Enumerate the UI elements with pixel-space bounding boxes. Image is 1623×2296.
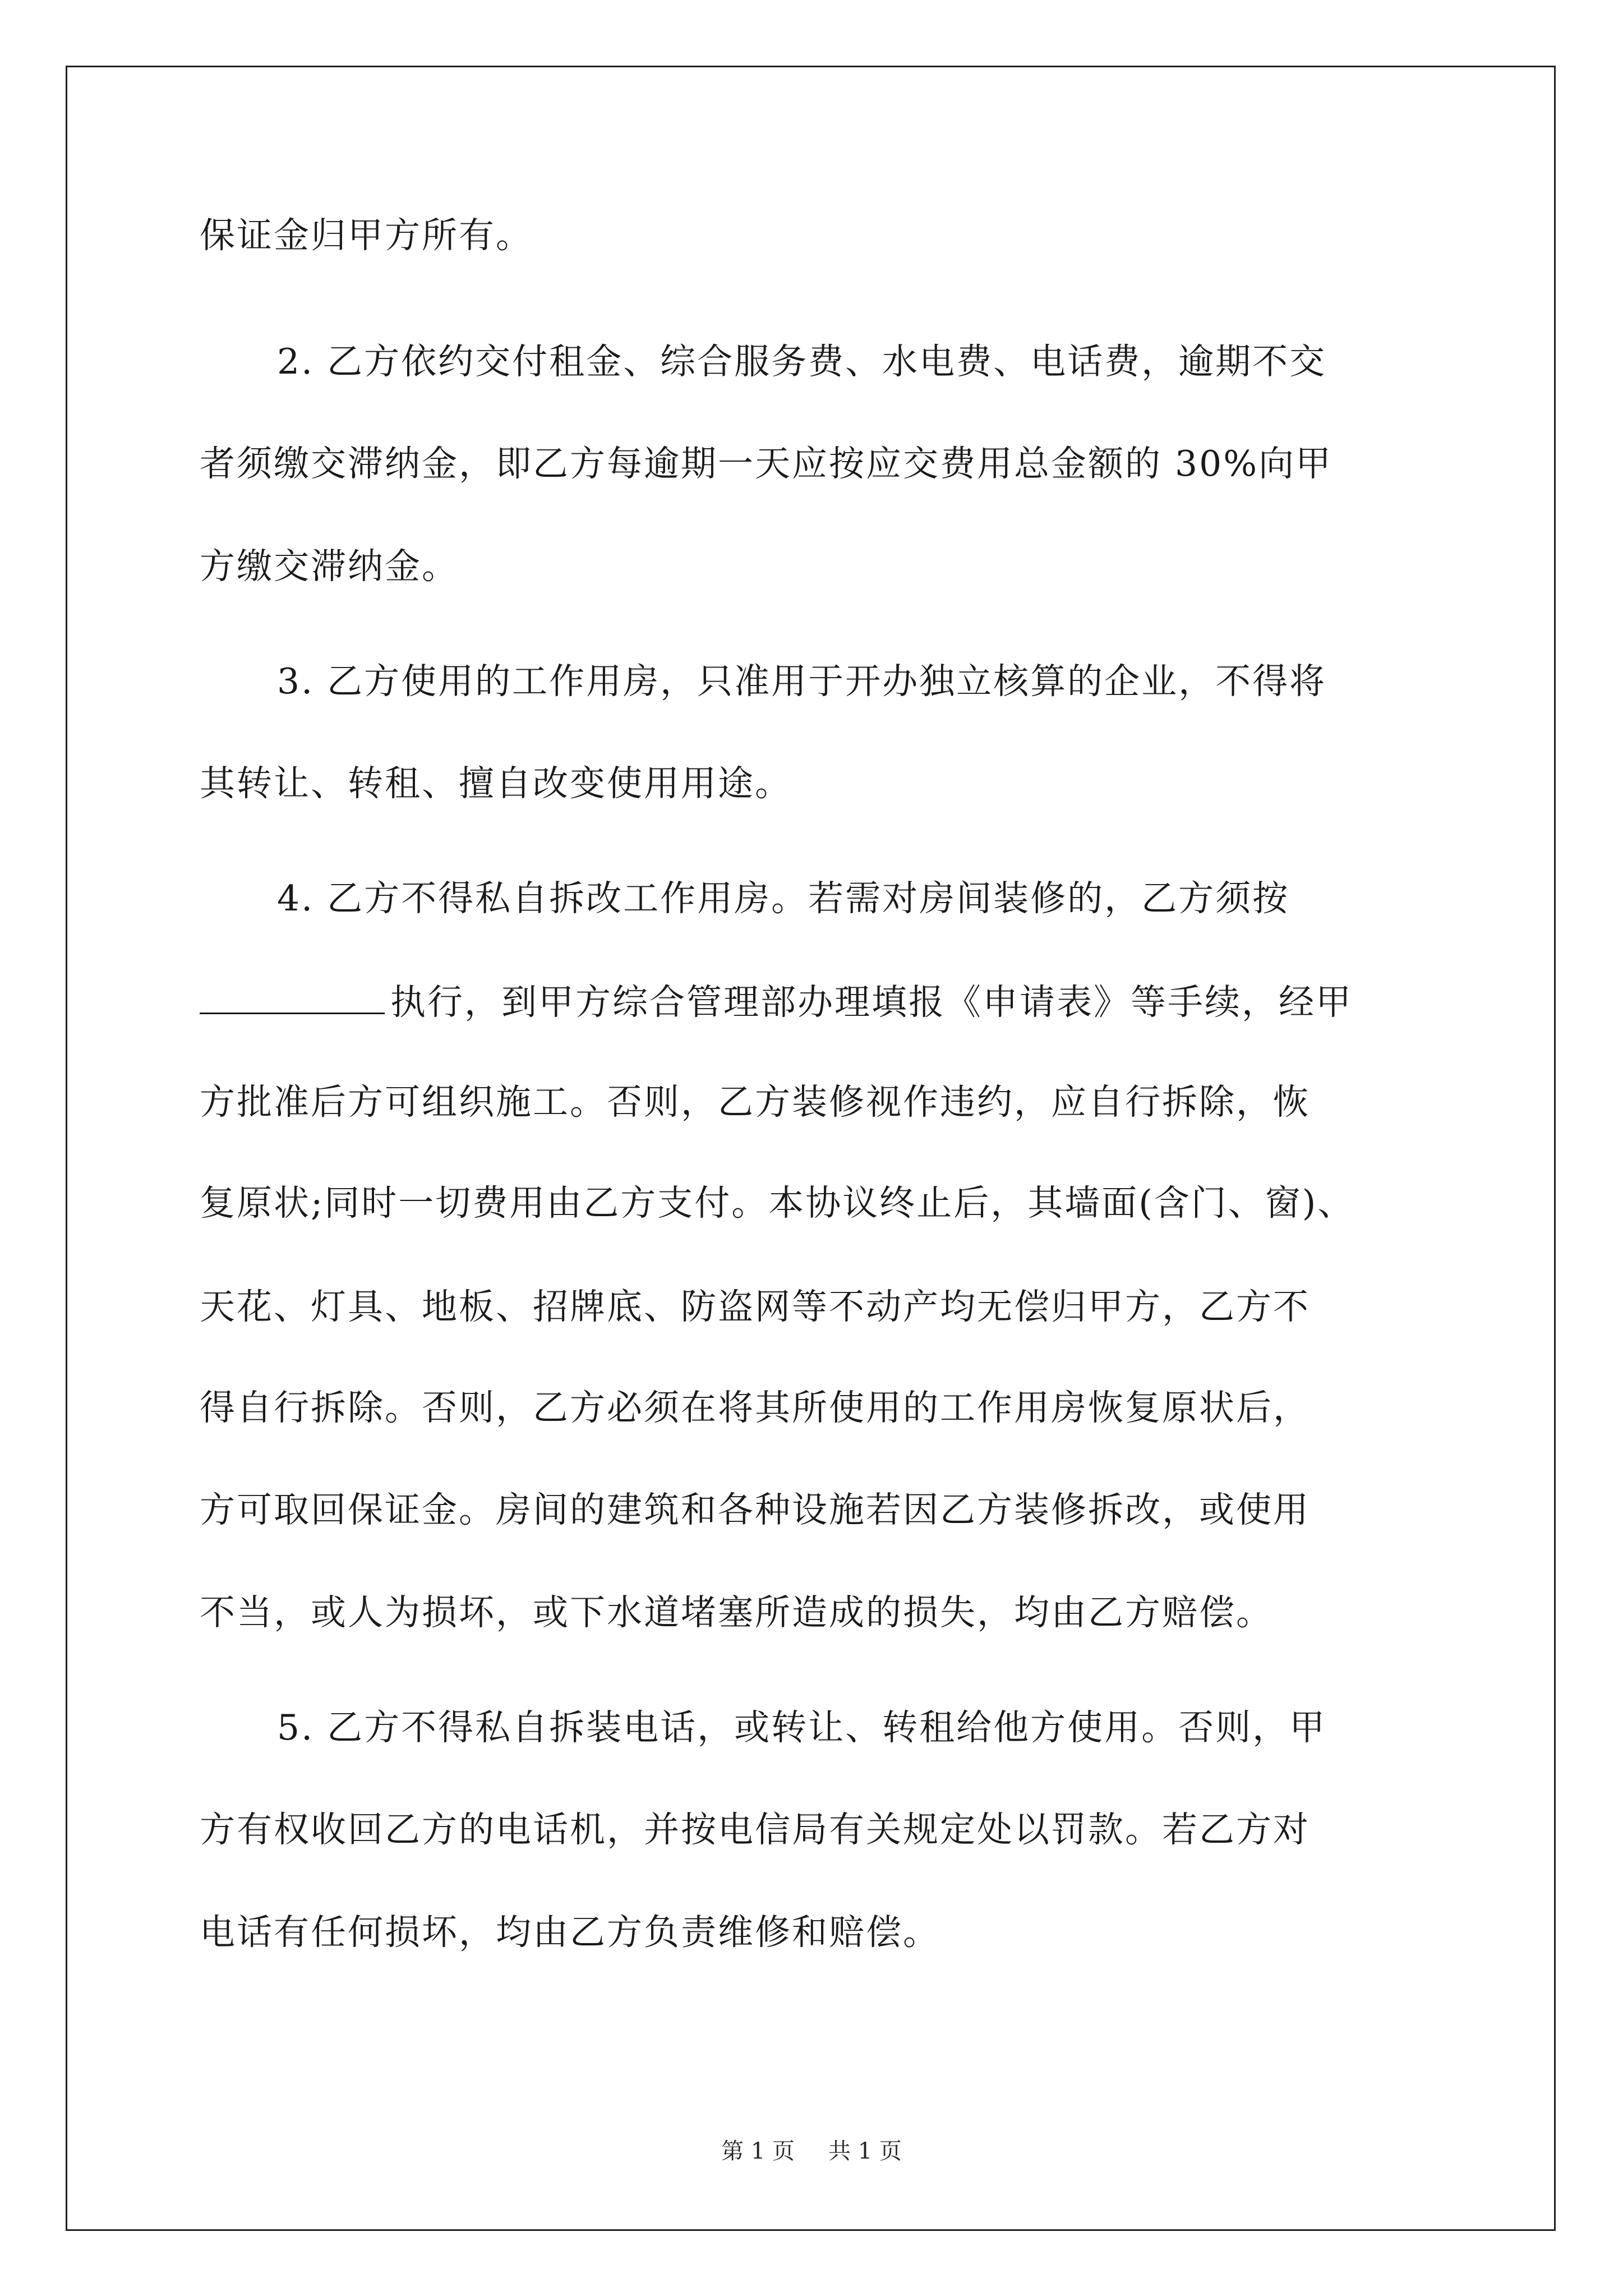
clause-4-line: 4. 乙方不得私自拆改工作用房。若需对房间装修的，乙方须按 bbox=[277, 878, 1290, 919]
text-line-with-blank bbox=[200, 979, 1353, 1024]
text-line: 方可取回保证金。房间的建筑和各种设施若因乙方装修拆改，或使用 bbox=[200, 1489, 1310, 1530]
page-number: 第 1 页 bbox=[721, 2138, 795, 2164]
text-line: 电话有任何损坏，均由乙方负责维修和赔偿。 bbox=[200, 1912, 940, 1953]
page-footer bbox=[0, 2137, 1623, 2165]
clause-2-line: 2. 乙方依约交付租金、综合服务费、水电费、电话费，逾期不交 bbox=[277, 341, 1327, 382]
text-line: 复原状;同时一切费用由乙方支付。本协议终止后，其墙面(含门、窗)、 bbox=[200, 1182, 1355, 1223]
fill-in-blank bbox=[200, 979, 385, 1014]
text-line: 其转让、转租、擅自改变使用用途。 bbox=[200, 763, 792, 804]
clause-3-line: 3. 乙方使用的工作用房，只准用于开办独立核算的企业，不得将 bbox=[277, 661, 1327, 702]
page-count: 共 1 页 bbox=[828, 2138, 902, 2164]
text-after-blank: 执行，到甲方综合管理部办理填报《申请表》等手续，经甲 bbox=[390, 982, 1353, 1023]
clause-5-line: 5. 乙方不得私自拆装电话，或转让、转租给他方使用。否则，甲 bbox=[277, 1707, 1327, 1748]
text-line: 天花、灯具、地板、招牌底、防盗网等不动产均无偿归甲方，乙方不 bbox=[200, 1286, 1310, 1327]
text-line: 方批准后方可组织施工。否则，乙方装修视作违约，应自行拆除，恢 bbox=[200, 1082, 1310, 1122]
text-line: 得自行拆除。否则，乙方必须在将其所使用的工作用房恢复原状后， bbox=[200, 1387, 1310, 1428]
text-line: 方有权收回乙方的电话机，并按电信局有关规定处以罚款。若乙方对 bbox=[200, 1809, 1310, 1850]
text-line: 保证金归甲方所有。 bbox=[200, 215, 533, 256]
text-line: 不当，或人为损坏，或下水道堵塞所造成的损失，均由乙方赔偿。 bbox=[200, 1592, 1273, 1633]
page-border bbox=[66, 66, 1556, 2231]
text-line: 者须缴交滞纳金，即乙方每逾期一天应按应交费用总金额的 30%向甲 bbox=[200, 443, 1333, 484]
text-line: 方缴交滞纳金。 bbox=[200, 546, 459, 587]
